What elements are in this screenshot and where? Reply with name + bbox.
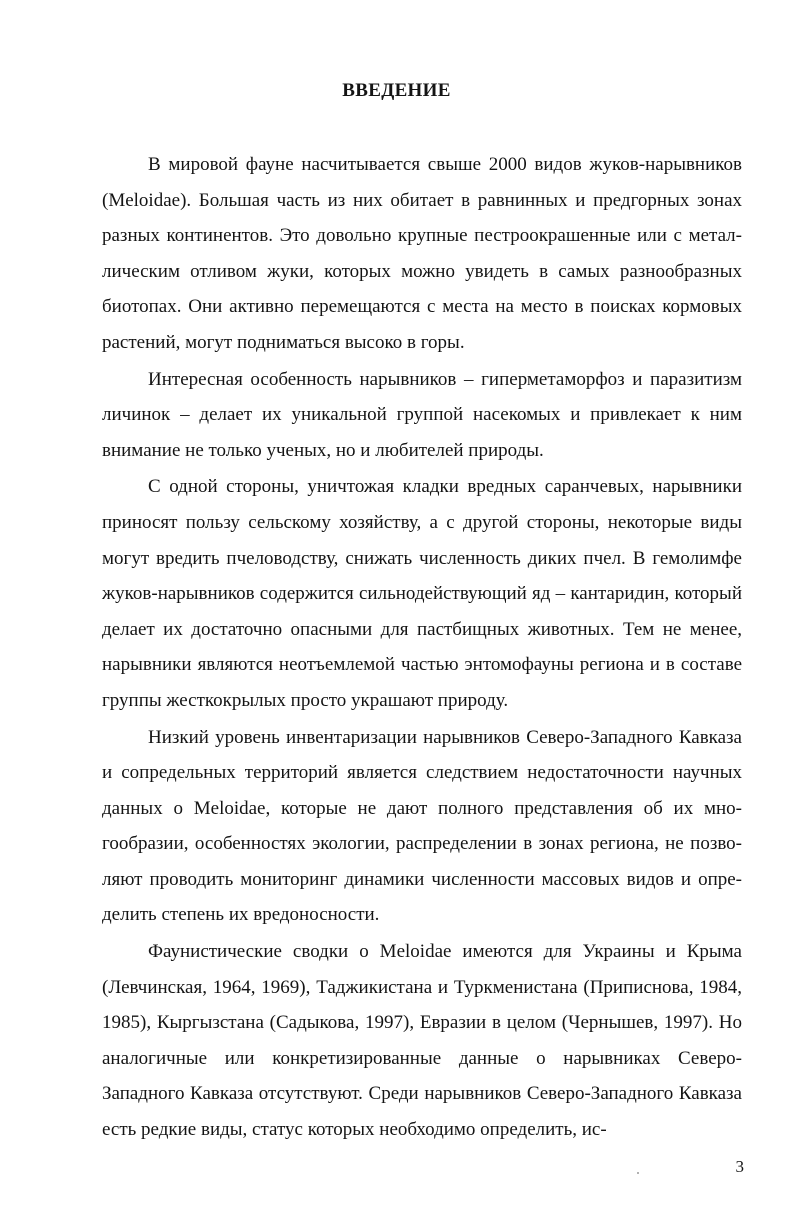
page-number: 3: [735, 1157, 744, 1176]
paragraph-5: Фаунистические сводки о Meloidae имеются для Украины и Крыма (Левчинская, 1964, 1969), Таджикистана и Туркменистана (Приписнова, 1984, 1985), Кыргызстана (Садыкова, 1997), Евразии в целом (Чернышев, 1997). Но аналогичные или конкретизированные данные о нарывниках Северо-Западного Кавказа отсутствуют. Среди нарывников Северо-Западного Кавказа есть редкие виды, статус которых необходимо определить, ис-: [102, 941, 742, 1141]
section-heading: ВВЕДЕНИЕ: [342, 80, 451, 101]
paragraph-1: В мировой фауне насчитывается свыше 2000 видов жуков-нарывников (Meloidae). Большая часть из них обитает в равнинных и предгорных зонах разных континентов. Это довольно крупные пестроокрашенные или с металлическим отливом жуки, которых можно увидеть в самых разнообразных биотопах. Они активно перемещаются с места на место в поисках кормовых растений, могут подниматься высоко в горы.: [102, 154, 742, 353]
paragraph-4: Низкий уровень инвентаризации нарывников Северо-Западного Кавказа и сопредельных территорий является следствием недостаточности научных данных о Meloidae, которые не дают полного представления об их многообразии, особенностях экологии, распределении в зонах региона, не позволяют проводить мониторинг динамики численности массовых видов и определить степень их вредоносности.: [102, 726, 742, 926]
paragraph-2: Интересная особенность нарывников – гиперметаморфоз и паразитизм личинок – делает их уникальной группой насекомых и привлекает к ним внимание не только ученых, но и любителей природы.: [102, 368, 742, 461]
scan-speck: [637, 1172, 639, 1174]
body-text: [102, 147, 742, 1149]
paragraph-3: С одной стороны, уничтожая кладки вредных саранчевых, нарывники приносят пользу сельскому хозяйству, а с другой стороны, некоторые виды могут вредить пчеловодству, снижать численность диких пчел. В гемолимфе жуков-нарывников содержится сильнодействующий яд – кантаридин, который делает их достаточно опасными для пастбищных животных. Тем не менее, нарывники являются неотъемлемой частью энтомофауны региона и в составе группы жесткокрылых просто украшают природу.: [102, 476, 742, 711]
